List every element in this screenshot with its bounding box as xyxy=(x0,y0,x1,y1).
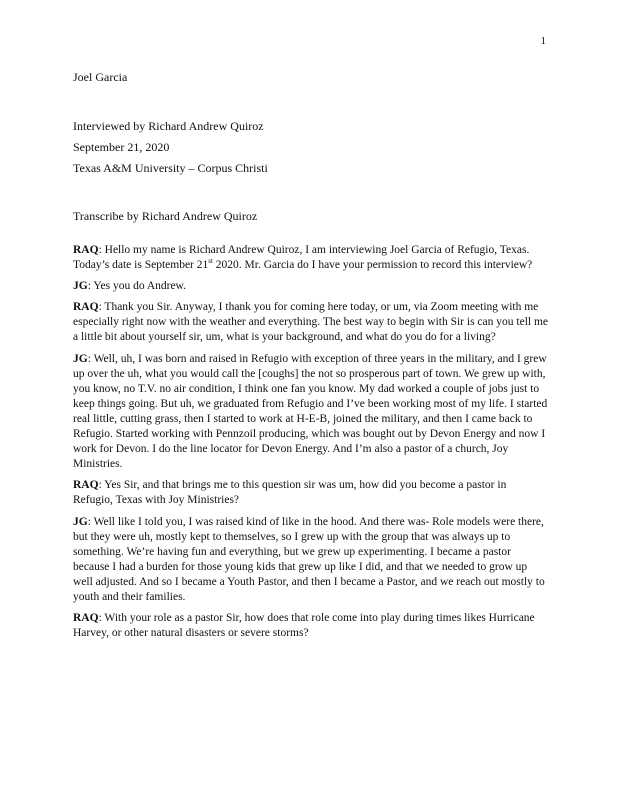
utterance-text: : Yes Sir, and that brings me to this question sir was um, how did you become a pastor in Refugio, Texas with Joy Ministries? xyxy=(73,479,507,507)
transcript-entry xyxy=(73,300,549,345)
transcript-entry xyxy=(73,243,549,273)
transcript-entry xyxy=(73,611,549,641)
page-number: 1 xyxy=(540,35,546,47)
utterance-text: : Well, uh, I was born and raised in Refugio with exception of three years in the military, and I grew up over the uh, what you would call the [coughs] the not so prosperous part of town. We grew up with, you know, no T.V. no air condition, I think one fan you know. My dad worked a couple of jobs just to keep things going. But uh, we graduated from Refugio and I’ve been working most of my life. I started real little, cutting grass, then I started to work at H-E-B, joined the military, and then I came back to Refugio. Started working with Pennzoil producing, which was bought out by Devon Energy and now I work for Devon. I do the line locator for Devon Energy. And I’m also a pastor of a church, Joy Ministries. xyxy=(73,352,548,471)
speaker-tag: JG xyxy=(73,280,88,293)
utterance-text: : Thank you Sir. Anyway, I thank you for coming here today, or um, via Zoom meeting with me especially right now with the weather and everything. The best way to begin with Sir is can you tell me a little bit about yourself sir, um, what is your background, and what do you do for a living? xyxy=(73,301,549,344)
utterance-text: : Well like I told you, I was raised kind of like in the hood. And there was- Role models were there, but they were uh, mostly kept to themselves, so I grew up with the group that was always up to something. We’re having fun and everything, but we grew up experimenting. I became a pastor because I had a burden for those young kids that grew up like I did, and that we needed to grow up well adjusted. And so I became a Youth Pastor, and then I became a Pastor, and we reach out mostly to youth and their families. xyxy=(73,515,545,603)
utterance-text: : With your role as a pastor Sir, how does that role come into play during times likes Hurricane Harvey, or other natural disasters or severe storms? xyxy=(73,612,535,640)
interview-date: September 21, 2020 xyxy=(73,140,170,154)
utterance-text-continued: 2020. Mr. Garcia do I have your permission to record this interview? xyxy=(212,259,533,272)
ordinal-suffix: st xyxy=(208,257,213,266)
transcriber-line: Transcribe by Richard Andrew Quiroz xyxy=(73,209,258,223)
utterance-text: : Yes you do Andrew. xyxy=(87,280,186,293)
speaker-tag: RAQ xyxy=(73,479,99,492)
transcript-body xyxy=(73,243,549,647)
institution: Texas A&M University – Corpus Christi xyxy=(73,161,268,175)
utterance-text: : Hello my name is Richard Andrew Quiroz, I am interviewing Joel Garcia of Refugio, Texas. Today’s date is September 21 xyxy=(73,244,530,272)
interviewer-line: Interviewed by Richard Andrew Quiroz xyxy=(73,119,264,133)
speaker-tag: JG xyxy=(73,515,88,528)
speaker-tag: RAQ xyxy=(73,301,99,314)
speaker-tag: RAQ xyxy=(73,244,99,256)
transcript-entry xyxy=(73,279,549,294)
transcript-entry xyxy=(73,352,549,473)
speaker-tag: RAQ xyxy=(73,612,99,625)
interviewee-name: Joel Garcia xyxy=(73,70,128,84)
transcript-entry xyxy=(73,515,549,606)
speaker-tag: JG xyxy=(73,352,88,365)
transcript-entry xyxy=(73,478,549,508)
